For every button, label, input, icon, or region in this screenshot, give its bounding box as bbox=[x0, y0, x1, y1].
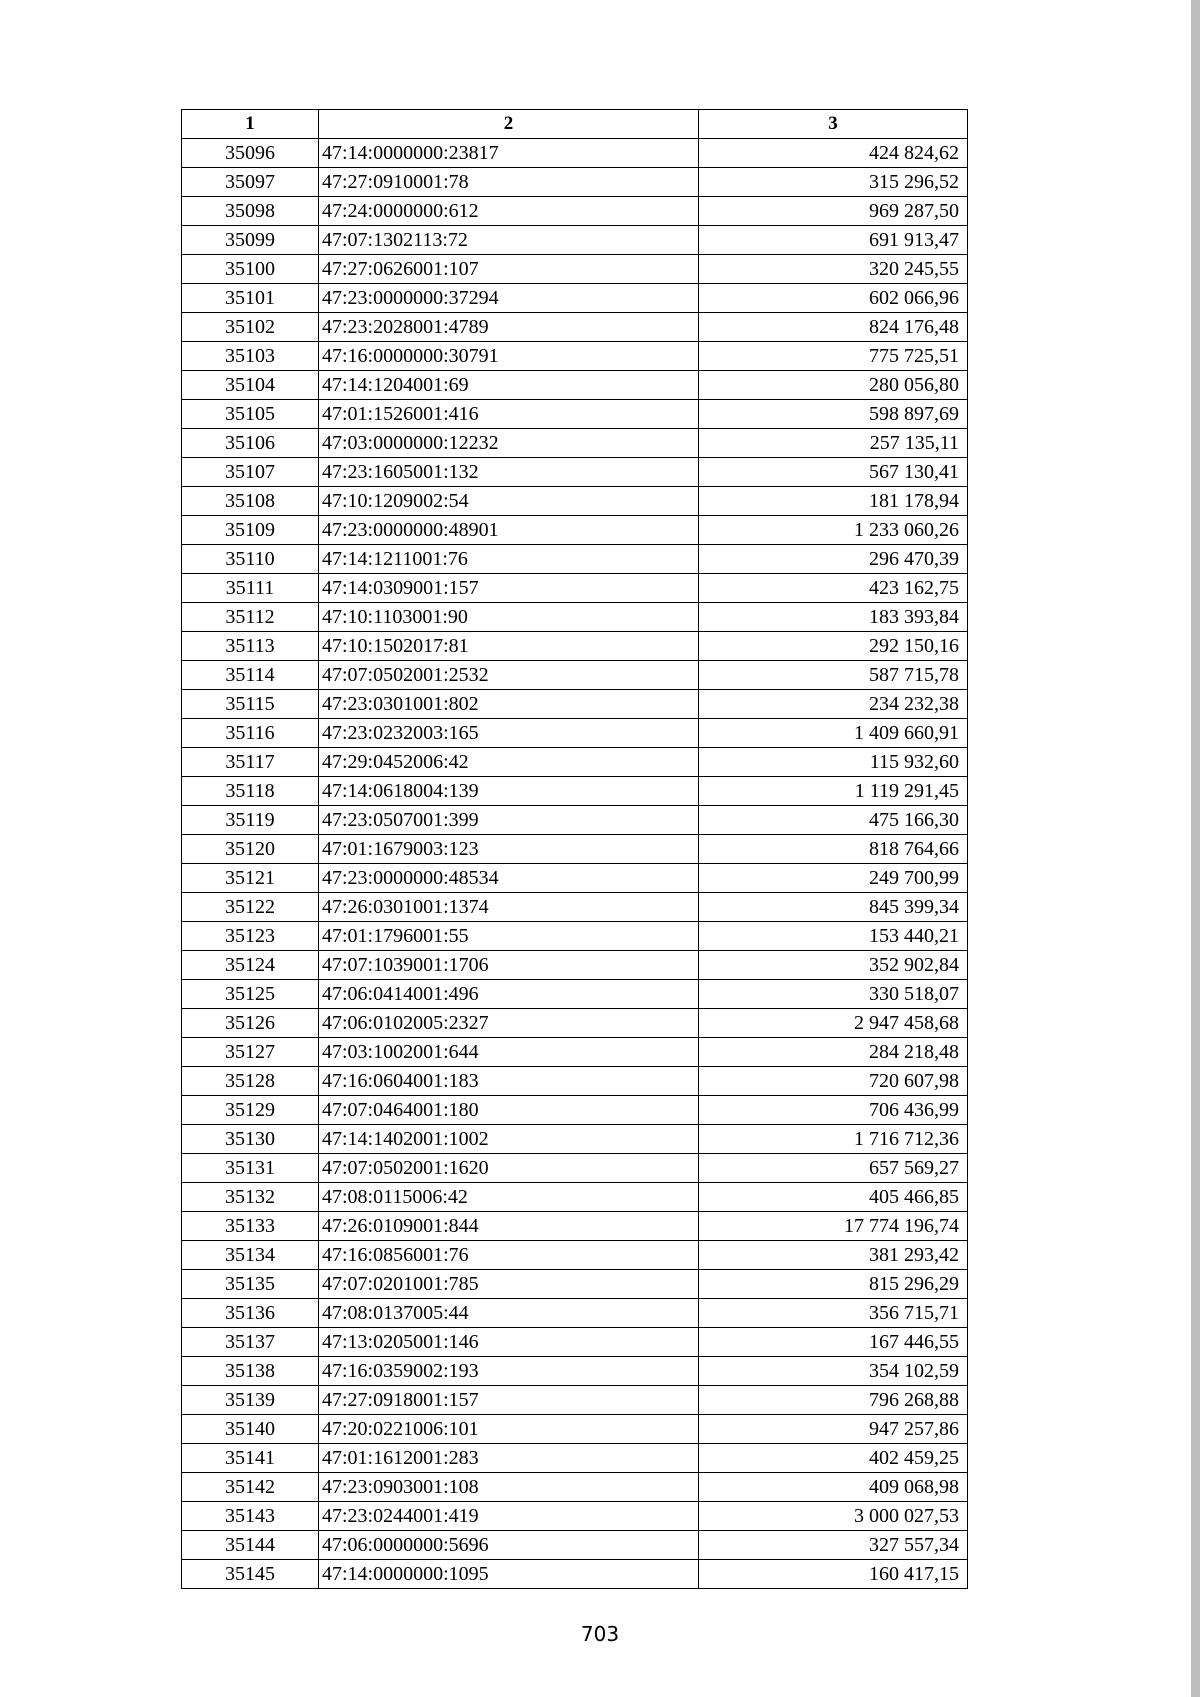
cadastral-number-cell: 47:07:0502001:1620 bbox=[319, 1154, 699, 1183]
row-number-cell: 35121 bbox=[182, 864, 319, 893]
value-cell: 257 135,11 bbox=[699, 429, 968, 458]
row-number-cell: 35097 bbox=[182, 168, 319, 197]
cadastral-number-cell: 47:23:0301001:802 bbox=[319, 690, 699, 719]
table-row bbox=[182, 429, 968, 458]
table-row bbox=[182, 690, 968, 719]
table-body bbox=[182, 139, 968, 1589]
value-cell: 183 393,84 bbox=[699, 603, 968, 632]
cadastral-number-cell: 47:14:1204001:69 bbox=[319, 371, 699, 400]
value-cell: 947 257,86 bbox=[699, 1415, 968, 1444]
table-row bbox=[182, 313, 968, 342]
table-row bbox=[182, 487, 968, 516]
table-row bbox=[182, 806, 968, 835]
table-row bbox=[182, 197, 968, 226]
cadastral-number-cell: 47:27:0626001:107 bbox=[319, 255, 699, 284]
page-number: 703 bbox=[580, 1622, 620, 1646]
value-cell: 815 296,29 bbox=[699, 1270, 968, 1299]
row-number-cell: 35132 bbox=[182, 1183, 319, 1212]
cadastral-number-cell: 47:14:0000000:23817 bbox=[319, 139, 699, 168]
cadastral-number-cell: 47:07:1039001:1706 bbox=[319, 951, 699, 980]
row-number-cell: 35128 bbox=[182, 1067, 319, 1096]
row-number-cell: 35118 bbox=[182, 777, 319, 806]
cadastral-number-cell: 47:23:0903001:108 bbox=[319, 1473, 699, 1502]
table-row bbox=[182, 1502, 968, 1531]
table-row bbox=[182, 1154, 968, 1183]
cadastral-number-cell: 47:23:0000000:37294 bbox=[319, 284, 699, 313]
cadastral-number-cell: 47:16:0000000:30791 bbox=[319, 342, 699, 371]
table-row bbox=[182, 168, 968, 197]
value-cell: 402 459,25 bbox=[699, 1444, 968, 1473]
value-cell: 167 446,55 bbox=[699, 1328, 968, 1357]
cadastral-number-cell: 47:14:0000000:1095 bbox=[319, 1560, 699, 1589]
value-cell: 1 233 060,26 bbox=[699, 516, 968, 545]
column-header-2: 2 bbox=[319, 110, 699, 139]
table-row bbox=[182, 1183, 968, 1212]
value-cell: 691 913,47 bbox=[699, 226, 968, 255]
value-cell: 845 399,34 bbox=[699, 893, 968, 922]
row-number-cell: 35133 bbox=[182, 1212, 319, 1241]
row-number-cell: 35125 bbox=[182, 980, 319, 1009]
cadastral-number-cell: 47:29:0452006:42 bbox=[319, 748, 699, 777]
value-cell: 234 232,38 bbox=[699, 690, 968, 719]
row-number-cell: 35141 bbox=[182, 1444, 319, 1473]
cadastral-number-cell: 47:10:1209002:54 bbox=[319, 487, 699, 516]
cadastral-number-cell: 47:10:1502017:81 bbox=[319, 632, 699, 661]
value-cell: 409 068,98 bbox=[699, 1473, 968, 1502]
cadastral-number-cell: 47:16:0856001:76 bbox=[319, 1241, 699, 1270]
value-cell: 1 409 660,91 bbox=[699, 719, 968, 748]
value-cell: 181 178,94 bbox=[699, 487, 968, 516]
row-number-cell: 35107 bbox=[182, 458, 319, 487]
value-cell: 352 902,84 bbox=[699, 951, 968, 980]
value-cell: 292 150,16 bbox=[699, 632, 968, 661]
value-cell: 587 715,78 bbox=[699, 661, 968, 690]
row-number-cell: 35122 bbox=[182, 893, 319, 922]
row-number-cell: 35114 bbox=[182, 661, 319, 690]
row-number-cell: 35106 bbox=[182, 429, 319, 458]
table-row bbox=[182, 1328, 968, 1357]
row-number-cell: 35116 bbox=[182, 719, 319, 748]
row-number-cell: 35139 bbox=[182, 1386, 319, 1415]
cadastral-number-cell: 47:13:0205001:146 bbox=[319, 1328, 699, 1357]
table-row bbox=[182, 835, 968, 864]
value-cell: 160 417,15 bbox=[699, 1560, 968, 1589]
row-number-cell: 35101 bbox=[182, 284, 319, 313]
row-number-cell: 35140 bbox=[182, 1415, 319, 1444]
cadastral-number-cell: 47:26:0109001:844 bbox=[319, 1212, 699, 1241]
row-number-cell: 35100 bbox=[182, 255, 319, 284]
cadastral-number-cell: 47:07:0464001:180 bbox=[319, 1096, 699, 1125]
value-cell: 598 897,69 bbox=[699, 400, 968, 429]
value-cell: 796 268,88 bbox=[699, 1386, 968, 1415]
table-row bbox=[182, 458, 968, 487]
cadastral-number-cell: 47:27:0918001:157 bbox=[319, 1386, 699, 1415]
table-row bbox=[182, 1415, 968, 1444]
table-row bbox=[182, 226, 968, 255]
row-number-cell: 35096 bbox=[182, 139, 319, 168]
cadastral-number-cell: 47:14:1211001:76 bbox=[319, 545, 699, 574]
cadastral-number-cell: 47:14:0618004:139 bbox=[319, 777, 699, 806]
row-number-cell: 35117 bbox=[182, 748, 319, 777]
row-number-cell: 35127 bbox=[182, 1038, 319, 1067]
cadastral-number-cell: 47:24:0000000:612 bbox=[319, 197, 699, 226]
row-number-cell: 35144 bbox=[182, 1531, 319, 1560]
cadastral-number-cell: 47:27:0910001:78 bbox=[319, 168, 699, 197]
cadastral-number-cell: 47:23:0000000:48901 bbox=[319, 516, 699, 545]
row-number-cell: 35126 bbox=[182, 1009, 319, 1038]
row-number-cell: 35115 bbox=[182, 690, 319, 719]
row-number-cell: 35145 bbox=[182, 1560, 319, 1589]
cadastral-number-cell: 47:14:1402001:1002 bbox=[319, 1125, 699, 1154]
value-cell: 153 440,21 bbox=[699, 922, 968, 951]
row-number-cell: 35120 bbox=[182, 835, 319, 864]
table-row bbox=[182, 1299, 968, 1328]
row-number-cell: 35103 bbox=[182, 342, 319, 371]
table-row bbox=[182, 1038, 968, 1067]
table-row bbox=[182, 922, 968, 951]
table-row bbox=[182, 1560, 968, 1589]
cadastral-number-cell: 47:06:0102005:2327 bbox=[319, 1009, 699, 1038]
table-row bbox=[182, 777, 968, 806]
value-cell: 706 436,99 bbox=[699, 1096, 968, 1125]
value-cell: 824 176,48 bbox=[699, 313, 968, 342]
cadastral-number-cell: 47:23:2028001:4789 bbox=[319, 313, 699, 342]
table-row bbox=[182, 371, 968, 400]
cadastral-number-cell: 47:08:0137005:44 bbox=[319, 1299, 699, 1328]
value-cell: 969 287,50 bbox=[699, 197, 968, 226]
table-row bbox=[182, 1067, 968, 1096]
table-row bbox=[182, 1241, 968, 1270]
value-cell: 296 470,39 bbox=[699, 545, 968, 574]
table-row bbox=[182, 574, 968, 603]
value-cell: 284 218,48 bbox=[699, 1038, 968, 1067]
value-cell: 315 296,52 bbox=[699, 168, 968, 197]
row-number-cell: 35136 bbox=[182, 1299, 319, 1328]
table-row bbox=[182, 1444, 968, 1473]
cadastral-number-cell: 47:08:0115006:42 bbox=[319, 1183, 699, 1212]
cadastral-number-cell: 47:23:1605001:132 bbox=[319, 458, 699, 487]
table-row bbox=[182, 1009, 968, 1038]
value-cell: 424 824,62 bbox=[699, 139, 968, 168]
value-cell: 330 518,07 bbox=[699, 980, 968, 1009]
value-cell: 17 774 196,74 bbox=[699, 1212, 968, 1241]
table-row bbox=[182, 1386, 968, 1415]
cadastral-number-cell: 47:01:1796001:55 bbox=[319, 922, 699, 951]
value-cell: 320 245,55 bbox=[699, 255, 968, 284]
cadastral-number-cell: 47:16:0604001:183 bbox=[319, 1067, 699, 1096]
row-number-cell: 35110 bbox=[182, 545, 319, 574]
row-number-cell: 35109 bbox=[182, 516, 319, 545]
row-number-cell: 35131 bbox=[182, 1154, 319, 1183]
row-number-cell: 35113 bbox=[182, 632, 319, 661]
value-cell: 775 725,51 bbox=[699, 342, 968, 371]
cadastral-number-cell: 47:06:0414001:496 bbox=[319, 980, 699, 1009]
cadastral-number-cell: 47:01:1612001:283 bbox=[319, 1444, 699, 1473]
cadastral-number-cell: 47:07:1302113:72 bbox=[319, 226, 699, 255]
table-row bbox=[182, 400, 968, 429]
table-row bbox=[182, 1125, 968, 1154]
value-cell: 602 066,96 bbox=[699, 284, 968, 313]
row-number-cell: 35124 bbox=[182, 951, 319, 980]
cadastral-number-cell: 47:07:0201001:785 bbox=[319, 1270, 699, 1299]
row-number-cell: 35137 bbox=[182, 1328, 319, 1357]
cadastral-number-cell: 47:23:0244001:419 bbox=[319, 1502, 699, 1531]
table-row bbox=[182, 1096, 968, 1125]
cadastral-number-cell: 47:01:1526001:416 bbox=[319, 400, 699, 429]
row-number-cell: 35129 bbox=[182, 1096, 319, 1125]
value-cell: 657 569,27 bbox=[699, 1154, 968, 1183]
value-cell: 280 056,80 bbox=[699, 371, 968, 400]
table-row bbox=[182, 603, 968, 632]
row-number-cell: 35108 bbox=[182, 487, 319, 516]
cadastral-number-cell: 47:01:1679003:123 bbox=[319, 835, 699, 864]
cadastral-number-cell: 47:06:0000000:5696 bbox=[319, 1531, 699, 1560]
row-number-cell: 35104 bbox=[182, 371, 319, 400]
value-cell: 567 130,41 bbox=[699, 458, 968, 487]
cadastral-number-cell: 47:10:1103001:90 bbox=[319, 603, 699, 632]
table-row bbox=[182, 661, 968, 690]
table-row bbox=[182, 1357, 968, 1386]
row-number-cell: 35098 bbox=[182, 197, 319, 226]
value-cell: 381 293,42 bbox=[699, 1241, 968, 1270]
table-row bbox=[182, 719, 968, 748]
row-number-cell: 35123 bbox=[182, 922, 319, 951]
table-row bbox=[182, 951, 968, 980]
value-cell: 2 947 458,68 bbox=[699, 1009, 968, 1038]
row-number-cell: 35135 bbox=[182, 1270, 319, 1299]
column-header-1: 1 bbox=[182, 110, 319, 139]
row-number-cell: 35099 bbox=[182, 226, 319, 255]
table-row bbox=[182, 864, 968, 893]
table-row bbox=[182, 1473, 968, 1502]
row-number-cell: 35112 bbox=[182, 603, 319, 632]
header-row bbox=[182, 110, 968, 139]
table-row bbox=[182, 1270, 968, 1299]
table-row bbox=[182, 342, 968, 371]
cadastral-number-cell: 47:03:0000000:12232 bbox=[319, 429, 699, 458]
table-row bbox=[182, 516, 968, 545]
cadastral-number-cell: 47:03:1002001:644 bbox=[319, 1038, 699, 1067]
row-number-cell: 35105 bbox=[182, 400, 319, 429]
table-row bbox=[182, 545, 968, 574]
row-number-cell: 35143 bbox=[182, 1502, 319, 1531]
table-row bbox=[182, 284, 968, 313]
row-number-cell: 35102 bbox=[182, 313, 319, 342]
cadastral-number-cell: 47:07:0502001:2532 bbox=[319, 661, 699, 690]
value-cell: 115 932,60 bbox=[699, 748, 968, 777]
table-row bbox=[182, 632, 968, 661]
value-cell: 423 162,75 bbox=[699, 574, 968, 603]
row-number-cell: 35134 bbox=[182, 1241, 319, 1270]
table-row bbox=[182, 1212, 968, 1241]
row-number-cell: 35142 bbox=[182, 1473, 319, 1502]
cadastral-number-cell: 47:23:0507001:399 bbox=[319, 806, 699, 835]
row-number-cell: 35111 bbox=[182, 574, 319, 603]
table-row bbox=[182, 748, 968, 777]
table-row bbox=[182, 139, 968, 168]
cadastral-number-cell: 47:23:0232003:165 bbox=[319, 719, 699, 748]
value-cell: 1 716 712,36 bbox=[699, 1125, 968, 1154]
value-cell: 405 466,85 bbox=[699, 1183, 968, 1212]
value-cell: 354 102,59 bbox=[699, 1357, 968, 1386]
column-header-3: 3 bbox=[699, 110, 968, 139]
value-cell: 475 166,30 bbox=[699, 806, 968, 835]
value-cell: 818 764,66 bbox=[699, 835, 968, 864]
table-row bbox=[182, 1531, 968, 1560]
cadastral-number-cell: 47:26:0301001:1374 bbox=[319, 893, 699, 922]
value-cell: 356 715,71 bbox=[699, 1299, 968, 1328]
table-row bbox=[182, 255, 968, 284]
cadastral-number-cell: 47:20:0221006:101 bbox=[319, 1415, 699, 1444]
value-cell: 3 000 027,53 bbox=[699, 1502, 968, 1531]
value-cell: 327 557,34 bbox=[699, 1531, 968, 1560]
table-row bbox=[182, 893, 968, 922]
page-edge bbox=[1191, 0, 1200, 1697]
row-number-cell: 35138 bbox=[182, 1357, 319, 1386]
cadastral-number-cell: 47:14:0309001:157 bbox=[319, 574, 699, 603]
value-cell: 249 700,99 bbox=[699, 864, 968, 893]
cadastral-number-cell: 47:16:0359002:193 bbox=[319, 1357, 699, 1386]
row-number-cell: 35119 bbox=[182, 806, 319, 835]
value-cell: 1 119 291,45 bbox=[699, 777, 968, 806]
row-number-cell: 35130 bbox=[182, 1125, 319, 1154]
table-row bbox=[182, 980, 968, 1009]
cadastral-number-cell: 47:23:0000000:48534 bbox=[319, 864, 699, 893]
value-cell: 720 607,98 bbox=[699, 1067, 968, 1096]
data-table bbox=[181, 109, 968, 1589]
